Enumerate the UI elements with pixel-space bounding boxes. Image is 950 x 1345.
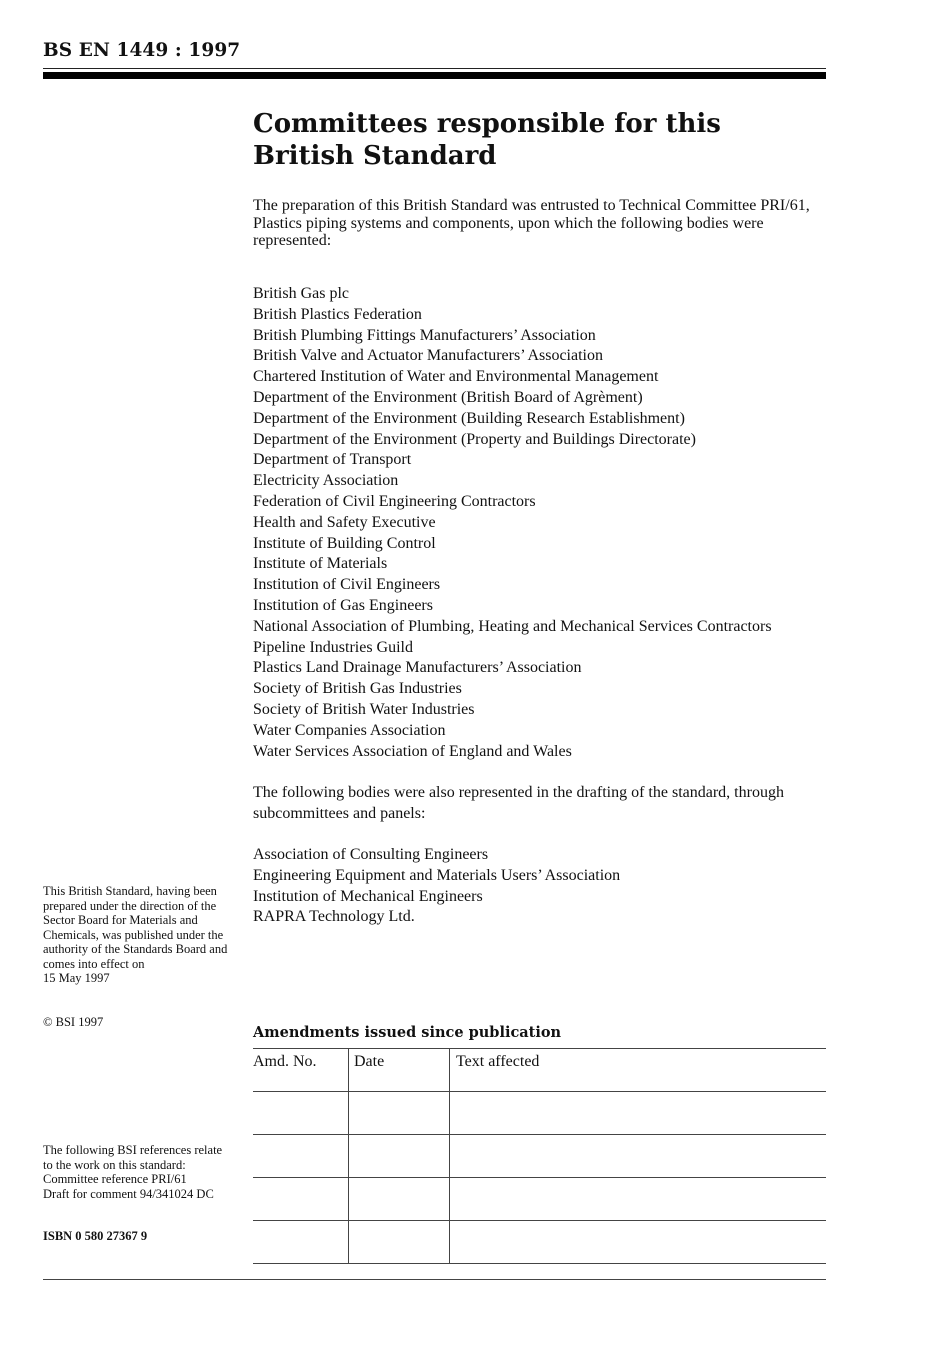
list-item: Chartered Institution of Water and Environmental Management <box>253 368 659 386</box>
list-item: Institution of Mechanical Engineers <box>253 887 483 905</box>
title-line-1: Committees responsible for this <box>253 109 721 139</box>
list-item: Water Services Association of England and Wales <box>253 742 572 760</box>
table-row <box>253 1221 826 1264</box>
document-id: BS EN 1449 : 1997 <box>43 40 241 61</box>
list-item: British Plumbing Fittings Manufacturers’ Association <box>253 326 596 344</box>
draft-reference: Draft for comment 94/341024 DC <box>43 1186 214 1201</box>
table-cell <box>349 1092 450 1135</box>
table-cell <box>450 1092 827 1135</box>
table-row <box>253 1092 826 1135</box>
also-represented-list <box>253 845 620 928</box>
list-item: National Association of Plumbing, Heating and Mechanical Services Contractors <box>253 617 772 635</box>
list-item: Water Companies Association <box>253 721 446 739</box>
list-item: Institution of Civil Engineers <box>253 576 441 594</box>
list-item: British Valve and Actuator Manufacturers’ Association <box>253 347 603 365</box>
footer-rule <box>43 1279 826 1280</box>
publication-statement <box>43 884 233 986</box>
list-item: Electricity Association <box>253 472 399 490</box>
list-item: Society of British Water Industries <box>253 700 475 718</box>
list-item: Institution of Gas Engineers <box>253 596 433 614</box>
committee-reference: Committee reference PRI/61 <box>43 1172 187 1186</box>
page-title <box>253 108 721 172</box>
list-item: Engineering Equipment and Materials Users’ Association <box>253 866 621 884</box>
table-row <box>253 1135 826 1178</box>
amendments-heading: Amendments issued since publication <box>253 1024 562 1041</box>
list-item: Health and Safety Executive <box>253 513 436 531</box>
list-item: Institute of Materials <box>253 555 388 573</box>
column-header-text-affected: Text affected <box>450 1049 827 1092</box>
table-header-row <box>253 1049 826 1092</box>
table-cell <box>253 1221 349 1264</box>
copyright-notice: © BSI 1997 <box>43 1015 104 1029</box>
effective-date: 15 May 1997 <box>43 971 110 985</box>
bsi-references <box>43 1143 233 1201</box>
statement-text: This British Standard, having been prepared under the direction of the Sector Board for Materials and Chemicals, was published under the authority of the Standards Board and comes into effect on <box>43 884 228 971</box>
list-item: Association of Consulting Engineers <box>253 846 489 863</box>
list-item: Federation of Civil Engineering Contractors <box>253 492 536 510</box>
title-line-2: British Standard <box>253 141 497 171</box>
table-cell <box>349 1178 450 1221</box>
list-item: RAPRA Technology Ltd. <box>253 908 415 926</box>
isbn: ISBN 0 580 27367 9 <box>43 1229 148 1243</box>
intro-paragraph: The preparation of this British Standard was entrusted to Technical Committee PRI/61, Plastics piping systems and components, upon which the following bodies were represented: <box>253 197 810 249</box>
list-item: British Gas plc <box>253 285 349 302</box>
list-item: Society of British Gas Industries <box>253 680 462 698</box>
table-cell <box>450 1135 827 1178</box>
list-item: Institute of Building Control <box>253 534 436 552</box>
list-item: Department of the Environment (British Board of Agrèment) <box>253 388 643 406</box>
list-item: Department of the Environment (Building Research Establishment) <box>253 409 685 427</box>
list-item: Department of the Environment (Property and Buildings Directorate) <box>253 430 696 448</box>
list-item: Plastics Land Drainage Manufacturers’ Association <box>253 659 582 677</box>
table-cell <box>450 1178 827 1221</box>
list-item: Department of Transport <box>253 451 412 469</box>
refs-intro: The following BSI references relate to the work on this standard: <box>43 1143 223 1172</box>
column-header-date: Date <box>349 1049 450 1092</box>
header-thin-rule <box>43 68 826 69</box>
table-cell <box>253 1092 349 1135</box>
represented-bodies-list <box>253 284 772 762</box>
list-item: British Plastics Federation <box>253 305 422 323</box>
table-cell <box>253 1135 349 1178</box>
list-item: Pipeline Industries Guild <box>253 638 413 656</box>
table-cell <box>450 1221 827 1264</box>
also-represented-paragraph: The following bodies were also represented in the drafting of the standard, through subcommittees and panels: <box>253 784 784 822</box>
amendments-table <box>253 1048 826 1264</box>
table-cell <box>349 1135 450 1178</box>
column-header-amd-no: Amd. No. <box>253 1049 349 1092</box>
header-thick-rule <box>43 72 826 79</box>
table-cell <box>253 1178 349 1221</box>
table-cell <box>349 1221 450 1264</box>
table-row <box>253 1178 826 1221</box>
